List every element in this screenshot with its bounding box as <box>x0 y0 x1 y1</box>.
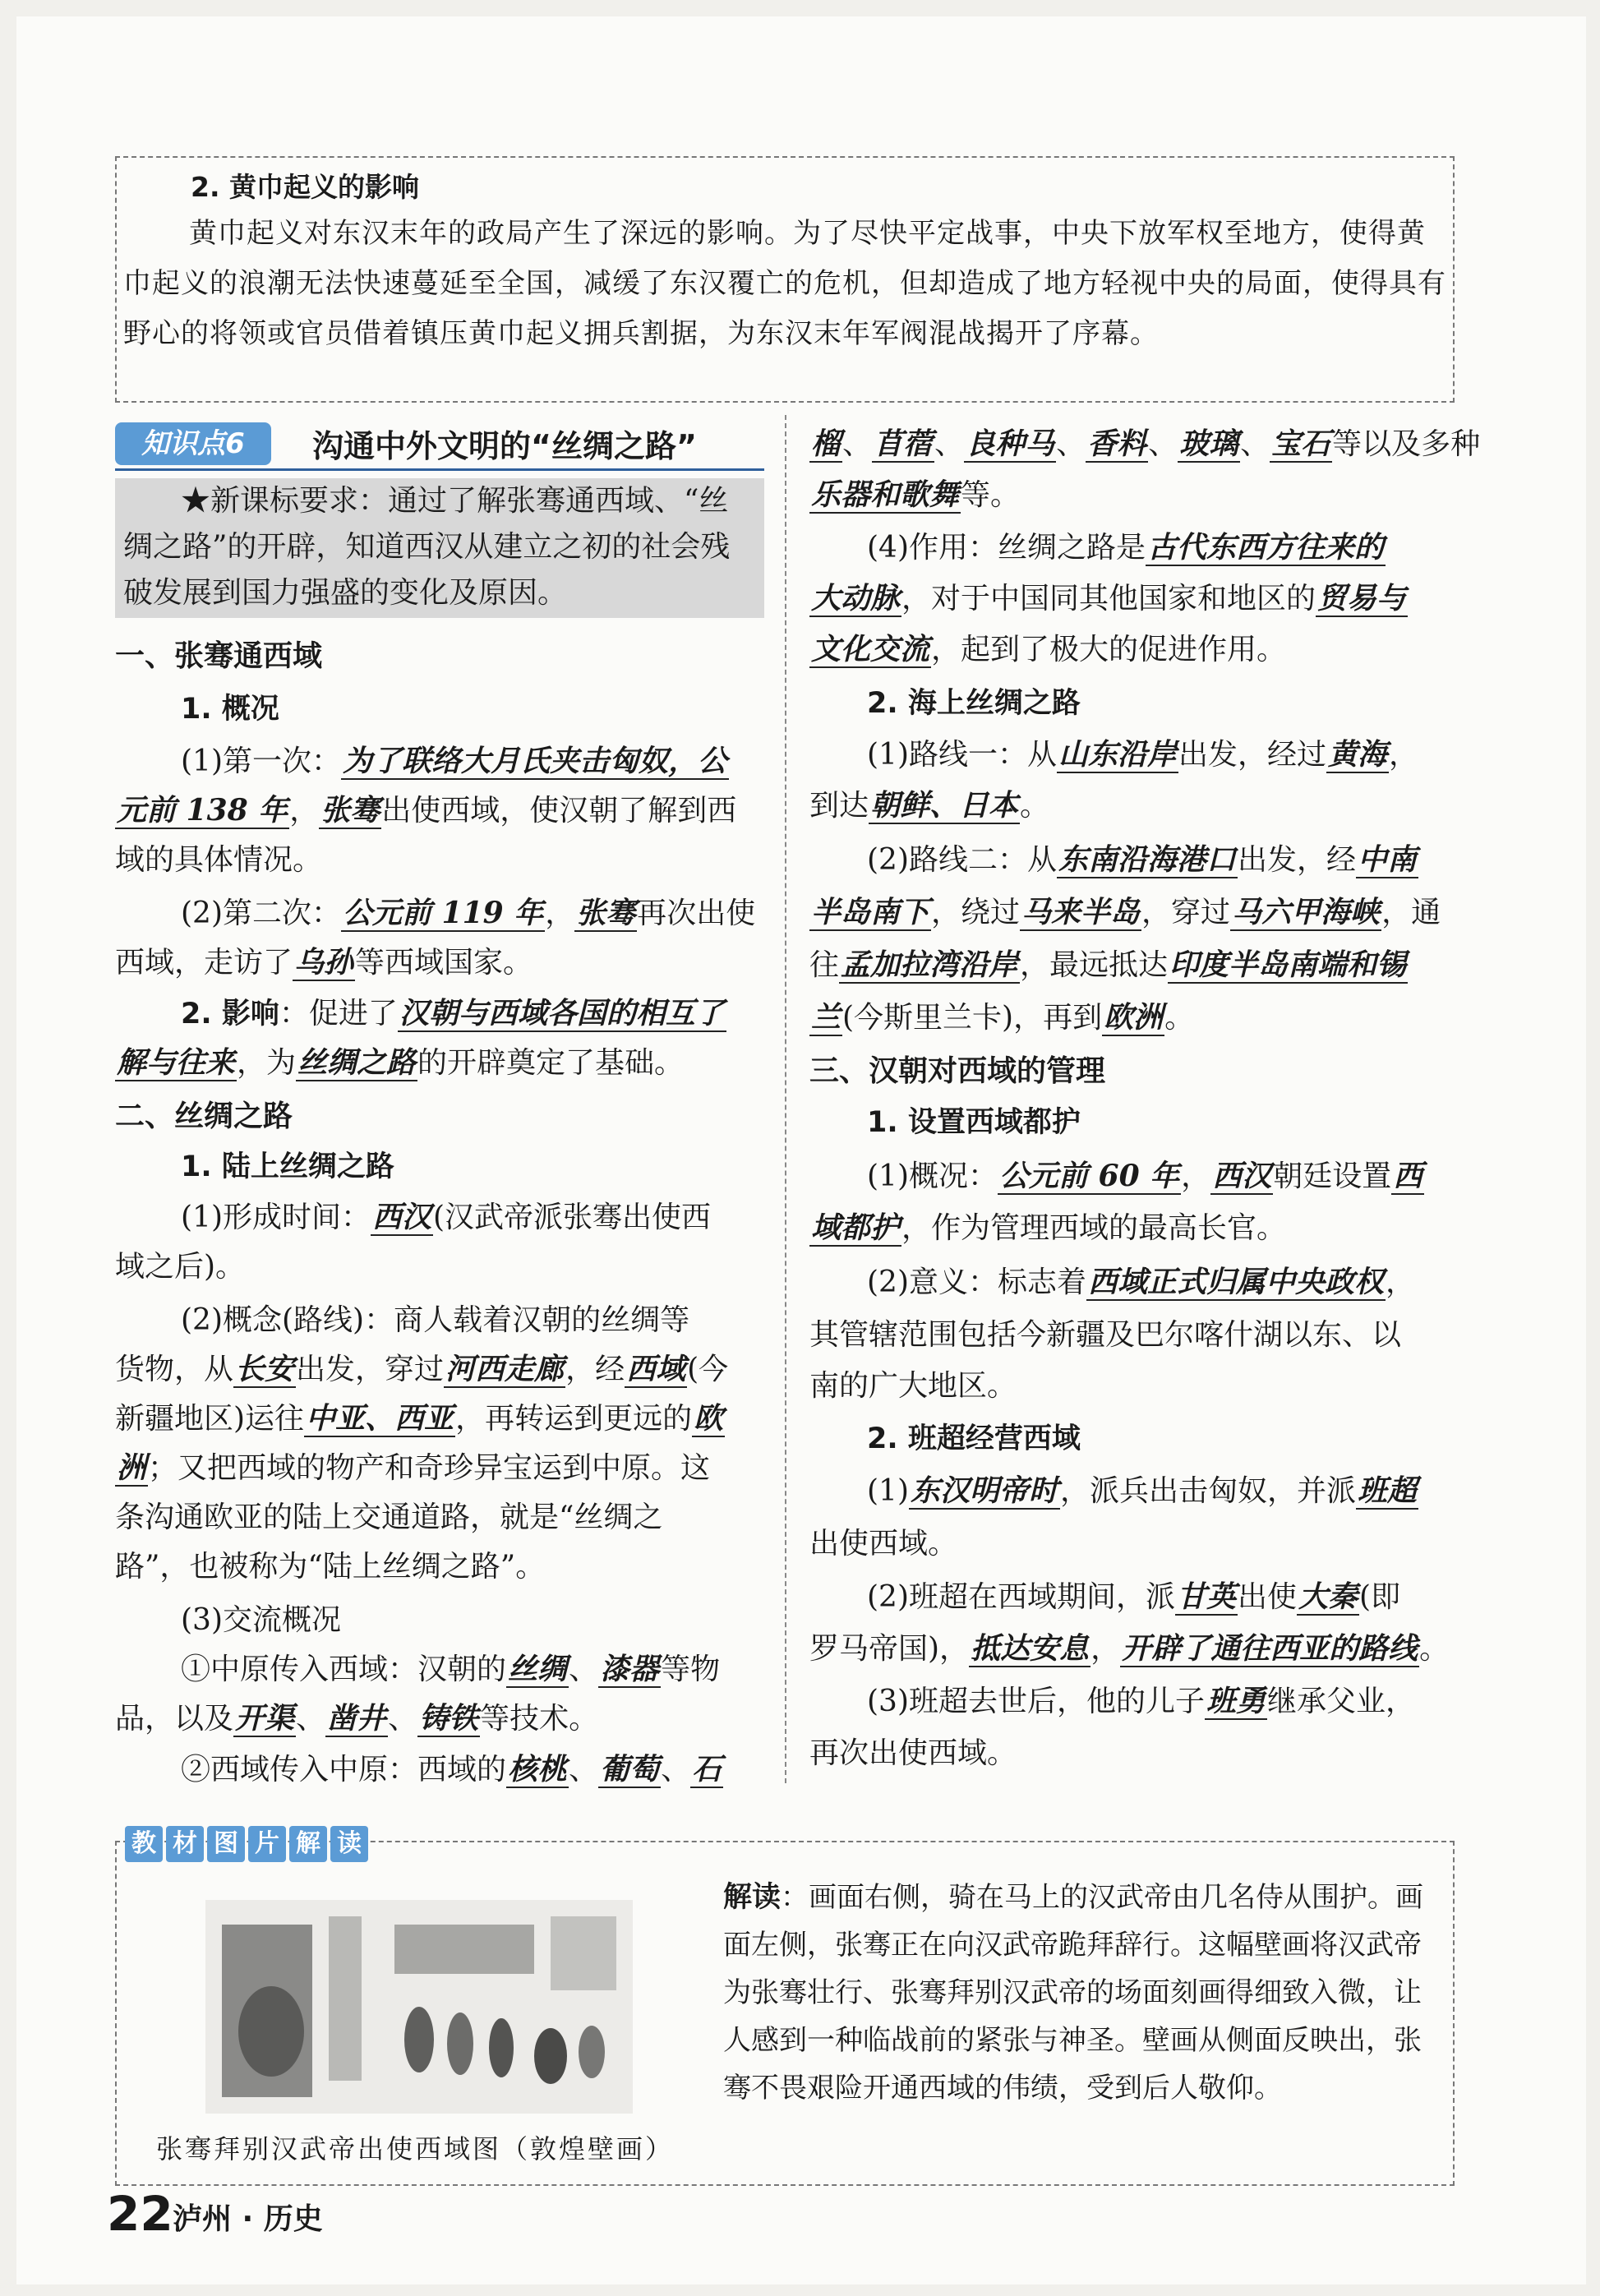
sub-heading: 1. 设置西域都护 <box>867 1106 1081 1139</box>
text-line: ①中原传入西域：汉朝的丝绸、漆器等物 <box>181 1652 721 1686</box>
top-note-paragraph: 黄巾起义对东汉末年的政局产生了深远的影响。为了尽快平定战事，中央下放军权至地方，使得黄巾起义的浪潮无法快速蔓延至全国，减缓了东汉覆亡的危机，但却造成了地方轻视中央的局面，使得具有野心的将领或官员借着镇压黄巾起义拥兵割据，为东汉末年军阀混战揭开了序幕。 <box>123 217 1446 350</box>
sub-heading: 1. 陆上丝绸之路 <box>181 1150 394 1183</box>
text-line: 解与往来，为丝绸之路的开辟奠定了基础。 <box>117 1045 685 1080</box>
text-line: 洲；又把西域的物产和奇珍异宝运到中原。这 <box>117 1450 711 1485</box>
text-line: 乐器和歌舞等。 <box>811 477 1021 512</box>
text-line: 新疆地区)运往中亚、西亚，再转运到更远的欧 <box>115 1401 724 1436</box>
section-heading: 三、汉朝对西域的管理 <box>809 1054 1106 1088</box>
tag-char: 教 <box>125 1826 163 1862</box>
tag-char: 材 <box>166 1826 204 1862</box>
section-heading: 一、张骞通西域 <box>115 639 323 673</box>
text-line: 西域，走访了乌孙等西域国家。 <box>115 945 533 980</box>
text-line: (2)第二次：公元前 119 年，张骞再次出使 <box>181 896 756 930</box>
footer-label: 泸州 · 历史 <box>173 2202 323 2236</box>
text-line: 条沟通欧亚的陆上交通道路，就是“丝绸之 <box>115 1501 663 1534</box>
text-line: 到达朝鲜、日本。 <box>809 788 1050 823</box>
tag-char: 读 <box>330 1826 368 1862</box>
text-line: ②西域传入中原：西域的核桃、葡萄、石 <box>181 1752 722 1787</box>
sub-heading: 2. 班超经营西域 <box>867 1422 1081 1455</box>
tag-char: 解 <box>289 1826 327 1862</box>
text-line: (1)东汉明帝时，派兵出击匈奴，并派班超 <box>867 1473 1418 1508</box>
page-number: 22 <box>107 2186 173 2242</box>
text-line: 域的具体情况。 <box>115 843 323 877</box>
image-caption: 张骞拜别汉武帝出使西域图（敦煌壁画） <box>156 2133 675 2165</box>
text-line: (1)概况：公元前 60 年，西汉朝廷设置西 <box>867 1159 1423 1193</box>
text-line: 大动脉，对于中国同其他国家和地区的贸易与 <box>811 581 1407 615</box>
text-line: 其管辖范围包括今新疆及巴尔喀什湖以东、以 <box>809 1318 1402 1352</box>
text-line: 出使西域。 <box>809 1527 958 1561</box>
text-line: (1)路线一：从山东沿岸出发，经过黄海， <box>867 737 1419 772</box>
tag-char: 片 <box>248 1826 286 1862</box>
text-line: 域都护，作为管理西域的最高长官。 <box>811 1210 1287 1245</box>
curriculum-requirement-box <box>115 478 764 618</box>
text-line: 往孟加拉湾沿岸，最远抵达印度半岛南端和锡 <box>809 947 1407 982</box>
column-divider <box>785 415 786 1783</box>
text-line: 南的广大地区。 <box>809 1369 1017 1403</box>
text-line: 半岛南下，绕过马来半岛，穿过马六甲海峡，通 <box>811 895 1441 929</box>
text-line: (2)班超在西域期间，派甘英出使大秦(即 <box>867 1579 1401 1614</box>
text-line: (2)路线二：从东南沿海港口出发，经中南 <box>867 842 1418 877</box>
text-line: 兰(今斯里兰卡)，再到欧洲。 <box>811 1000 1195 1035</box>
interpretation-text: 解读：画面右侧，骑在马上的汉武帝由几名侍从围护。画面左侧，张骞正在向汉武帝跪拜辞行。这幅壁画将汉武帝为张骞壮行、张骞拜别汉武帝的场面刻画得细致入微，让人感到一种临战前的紧张与神圣。壁画从侧面反映出，张骞不畏艰险开通西域的伟绩，受到后人敬仰。 <box>723 1881 1424 2105</box>
text-line: 域之后)。 <box>115 1250 246 1284</box>
text-line: 榴、苜蓿、良种马、香料、玻璃、宝石等以及多种 <box>811 426 1481 461</box>
text-line: 罗马帝国)，抵达安息，开辟了通往西亚的路线。 <box>809 1631 1450 1666</box>
text-line: (3)交流概况 <box>181 1603 341 1637</box>
text-line: 元前 138 年，张骞出使西域，使汉朝了解到西 <box>117 793 737 828</box>
text-line: (1)第一次：为了联络大月氏夹击匈奴，公 <box>181 744 728 778</box>
text-line: (2)意义：标志着西域正式归属中央政权， <box>867 1265 1416 1299</box>
text-line: 再次出使西域。 <box>809 1736 1017 1770</box>
text-line: (4)作用：丝绸之路是古代东西方往来的 <box>867 530 1385 565</box>
mural-image <box>205 1900 633 2114</box>
text-line: 货物，从长安出发，穿过河西走廊，经西域(今 <box>115 1352 729 1386</box>
title-rule <box>115 468 764 471</box>
text-line: (1)形成时间：西汉(汉武帝派张骞出使西 <box>181 1200 712 1234</box>
top-note-heading: 2. 黄巾起义的影响 <box>191 171 419 203</box>
tag-char: 图 <box>207 1826 245 1862</box>
section-heading: 二、丝绸之路 <box>115 1100 293 1133</box>
text-line: 路”，也被称为“陆上丝绸之路”。 <box>115 1550 546 1584</box>
text-line: 文化交流，起到了极大的促进作用。 <box>811 632 1287 666</box>
picture-interpretation-tag <box>125 1826 368 1862</box>
text-line: 品，以及开渠、凿井、铸铁等技术。 <box>115 1701 599 1736</box>
top-note-box <box>115 156 1455 403</box>
sub-heading: 2. 海上丝绸之路 <box>867 687 1081 720</box>
knowledge-point-tag: 知识点6 <box>115 422 271 465</box>
knowledge-point-title: 沟通中外文明的“丝绸之路” <box>312 428 697 464</box>
sub-heading: 1. 概况 <box>181 693 279 726</box>
text-line: (3)班超去世后，他的儿子班勇继承父业， <box>867 1684 1416 1718</box>
text-line: (2)概念(路线)：商人载着汉朝的丝绸等 <box>181 1303 690 1337</box>
curriculum-requirement-text: ★新课标要求：通过了解张骞通西域、“丝绸之路”的开辟，知道西汉从建立之初的社会残破发展到国力强盛的变化及原因。 <box>123 484 731 610</box>
text-line: 2. 影响：促进了汉朝与西域各国的相互了 <box>181 996 725 1030</box>
